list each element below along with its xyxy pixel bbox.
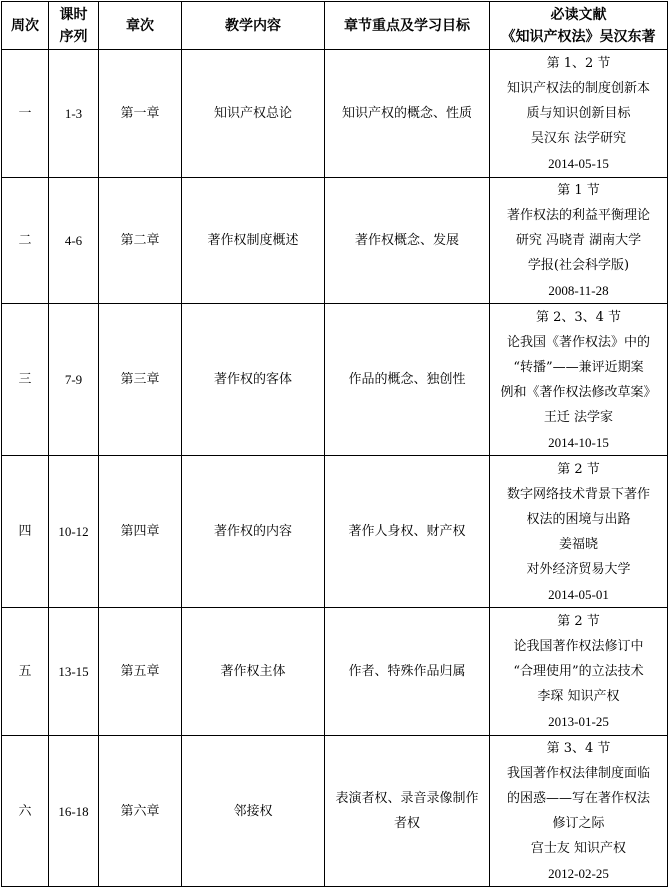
goals-line: 著作人身权、财产权 bbox=[348, 524, 466, 539]
header-row bbox=[2, 2, 668, 50]
periods-cell: 7-9 bbox=[49, 304, 99, 456]
chapter-cell: 第四章 bbox=[99, 456, 182, 608]
header-week: 周次 bbox=[2, 2, 49, 50]
periods-cell: 16-18 bbox=[49, 736, 99, 887]
reading-line: 数字网络技术背景下著作 bbox=[506, 486, 650, 502]
reading-cell bbox=[490, 50, 668, 178]
week-cell: 二 bbox=[2, 178, 49, 304]
goals-line: 著作权概念、发展 bbox=[354, 233, 459, 248]
reading-line: 修订之际 bbox=[552, 816, 605, 831]
reading-line: 我国著作权法律制度面临 bbox=[506, 766, 650, 781]
table-row bbox=[2, 178, 668, 304]
header-period bbox=[49, 2, 99, 50]
content-cell: 知识产权总论 bbox=[182, 50, 325, 178]
reading-line: 姜福晓 bbox=[558, 536, 598, 552]
reading-line: 例和《著作权法修改草案》 bbox=[500, 384, 657, 400]
reading-line: 2012-02-25 bbox=[548, 866, 609, 881]
periods-cell: 10-12 bbox=[49, 456, 99, 608]
reading-cell bbox=[490, 304, 668, 456]
goals-line: 作品的概念、独创性 bbox=[348, 372, 466, 387]
syllabus-table bbox=[1, 1, 668, 887]
reading-line: 宫士友 知识产权 bbox=[530, 841, 627, 856]
week-cell: 三 bbox=[2, 304, 49, 456]
goals-cell bbox=[325, 608, 490, 736]
reading-line: 质与知识创新目标 bbox=[526, 106, 631, 121]
header-reading-line1: 必读文献 bbox=[550, 6, 607, 23]
table-row bbox=[2, 456, 668, 608]
reading-line: 对外经济贸易大学 bbox=[526, 561, 631, 577]
reading-line: 学报(社会科学版) bbox=[527, 258, 630, 273]
reading-line: 2008-11-28 bbox=[548, 283, 609, 298]
reading-line: 论我国著作权法修订中 bbox=[513, 639, 644, 654]
reading-line: 著作权法的利益平衡理论 bbox=[506, 208, 650, 223]
header-chapter: 章次 bbox=[99, 2, 182, 50]
goals-line: 者权 bbox=[393, 816, 420, 831]
reading-line: 第 2 节 bbox=[557, 614, 600, 629]
week-cell: 四 bbox=[2, 456, 49, 608]
table-row bbox=[2, 608, 668, 736]
goals-cell bbox=[325, 456, 490, 608]
content-cell: 邻接权 bbox=[182, 736, 325, 887]
goals-line: 表演者权、录音录像制作 bbox=[335, 791, 479, 806]
reading-line: 2014-05-01 bbox=[548, 586, 609, 602]
header-reading-line2: 《知识产权法》吴汉东著 bbox=[501, 28, 656, 45]
goals-cell bbox=[325, 178, 490, 304]
reading-cell bbox=[490, 608, 668, 736]
chapter-cell: 第二章 bbox=[99, 178, 182, 304]
header-reading bbox=[490, 2, 668, 50]
reading-line: 2014-10-15 bbox=[548, 434, 609, 450]
content-cell: 著作权主体 bbox=[182, 608, 325, 736]
reading-line: 2014-05-15 bbox=[548, 156, 609, 171]
reading-line: 知识产权法的制度创新本 bbox=[506, 81, 650, 96]
goals-cell bbox=[325, 50, 490, 178]
header-goals: 章节重点及学习目标 bbox=[325, 2, 490, 50]
reading-line: “转播”——兼评近期案 bbox=[513, 359, 644, 375]
reading-cell bbox=[490, 736, 668, 887]
goals-cell bbox=[325, 736, 490, 887]
reading-line: 的困惑——写在著作权法 bbox=[506, 791, 650, 806]
header-period-line1: 课时 bbox=[59, 6, 88, 23]
reading-line: 王迁 法学家 bbox=[543, 409, 614, 425]
week-cell: 五 bbox=[2, 608, 49, 736]
content-cell: 著作权的内容 bbox=[182, 456, 325, 608]
chapter-cell: 第一章 bbox=[99, 50, 182, 178]
chapter-cell: 第三章 bbox=[99, 304, 182, 456]
reading-line: 论我国《著作权法》中的 bbox=[506, 334, 650, 350]
header-period-line2: 序列 bbox=[59, 28, 88, 45]
reading-cell bbox=[490, 178, 668, 304]
periods-cell: 13-15 bbox=[49, 608, 99, 736]
reading-line: 权法的困境与出路 bbox=[526, 511, 631, 527]
reading-line: 第 1 节 bbox=[557, 183, 600, 198]
week-cell: 一 bbox=[2, 50, 49, 178]
reading-line: 第 1、2 节 bbox=[546, 56, 611, 71]
reading-line: 2013-01-25 bbox=[548, 714, 609, 729]
table-row bbox=[2, 736, 668, 887]
chapter-cell: 第五章 bbox=[99, 608, 182, 736]
reading-line: 研究 冯晓青 湖南大学 bbox=[515, 233, 642, 248]
periods-cell: 4-6 bbox=[49, 178, 99, 304]
reading-line: 第 3、4 节 bbox=[546, 741, 611, 756]
goals-cell bbox=[325, 304, 490, 456]
goals-line: 作者、特殊作品归属 bbox=[348, 664, 466, 679]
table-row bbox=[2, 50, 668, 178]
reading-line: “合理使用”的立法技术 bbox=[513, 664, 644, 679]
reading-line: 第 2 节 bbox=[557, 461, 600, 477]
goals-line: 知识产权的概念、性质 bbox=[341, 106, 472, 121]
table-row bbox=[2, 304, 668, 456]
content-cell: 著作权的客体 bbox=[182, 304, 325, 456]
header-content: 教学内容 bbox=[182, 2, 325, 50]
reading-line: 李琛 知识产权 bbox=[537, 689, 620, 704]
reading-line: 吴汉东 法学研究 bbox=[530, 131, 627, 146]
week-cell: 六 bbox=[2, 736, 49, 887]
chapter-cell: 第六章 bbox=[99, 736, 182, 887]
content-cell: 著作权制度概述 bbox=[182, 178, 325, 304]
reading-cell bbox=[490, 456, 668, 608]
reading-line: 第 2、3、4 节 bbox=[535, 309, 622, 325]
periods-cell: 1-3 bbox=[49, 50, 99, 178]
